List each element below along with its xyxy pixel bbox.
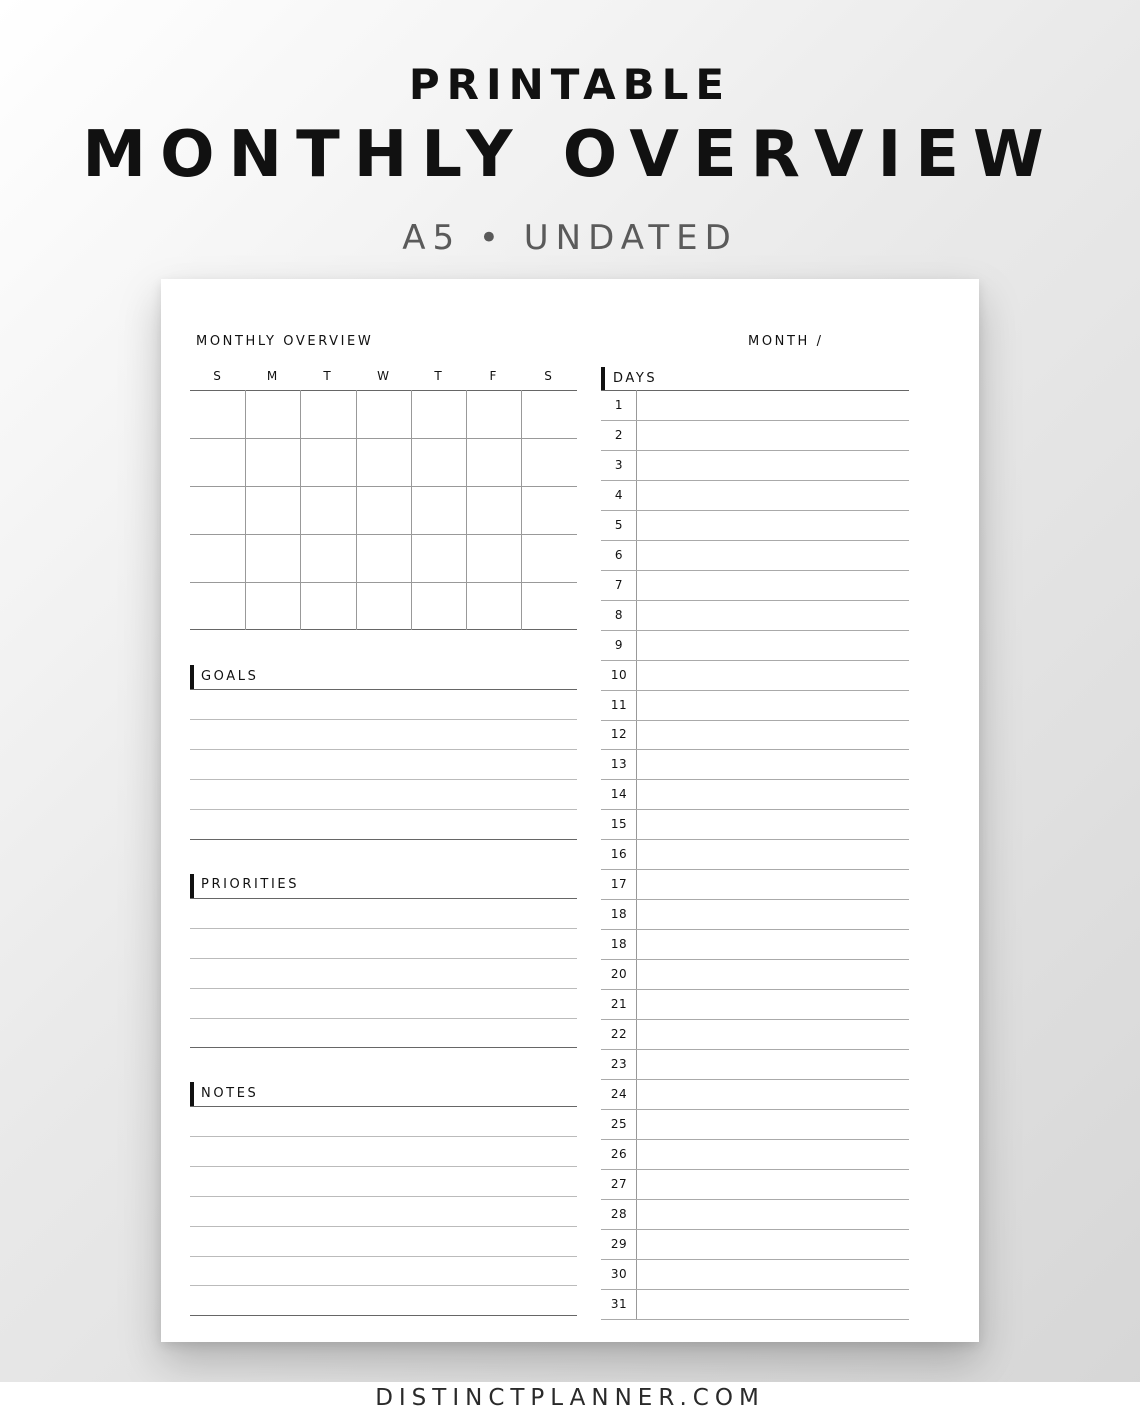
weekday-label: S: [213, 369, 222, 383]
header-title: MONTHLY OVERVIEW: [82, 118, 1058, 192]
day-number: 23: [610, 1056, 628, 1071]
day-row: [601, 1050, 909, 1080]
day-number: 8: [614, 607, 624, 622]
day-number: 5: [614, 517, 624, 532]
day-number: 30: [610, 1266, 628, 1281]
day-row: [601, 511, 909, 541]
day-row: [601, 451, 909, 481]
goals-line: [190, 839, 577, 840]
sheet-title: MONTHLY OVERVIEW: [196, 334, 374, 349]
day-row: [601, 1260, 909, 1290]
goals-line: [190, 749, 577, 750]
header-kicker: PRINTABLE: [408, 60, 732, 109]
priorities-line: [190, 928, 577, 929]
day-row: [601, 870, 909, 900]
days-list: [601, 367, 909, 1319]
day-number: 9: [614, 637, 624, 652]
day-row: [601, 780, 909, 810]
grid-line: [190, 629, 577, 630]
day-row: [601, 391, 909, 421]
grid-line: [190, 486, 577, 487]
goals-line: [190, 719, 577, 720]
priorities-marker: [190, 874, 194, 898]
day-row: [601, 1200, 909, 1230]
day-number: 21: [610, 997, 628, 1011]
day-number: 31: [610, 1296, 628, 1311]
grid-line: [521, 390, 522, 630]
priorities-line: [190, 1047, 577, 1048]
day-number: 17: [610, 877, 628, 892]
grid-line: [300, 390, 301, 630]
day-number: 22: [610, 1026, 628, 1041]
day-row: [601, 1140, 909, 1170]
grid-line: [466, 390, 467, 630]
day-row: [601, 900, 909, 930]
day-row: [601, 990, 909, 1020]
day-row: [601, 421, 909, 451]
notes-heading: NOTES: [201, 1086, 259, 1101]
priorities-line: [190, 898, 577, 899]
day-number: 24: [610, 1086, 628, 1101]
day-row: [601, 1170, 909, 1200]
weekday-label: S: [544, 369, 553, 383]
day-row: [601, 571, 909, 601]
grid-line: [190, 534, 577, 535]
notes-line: [190, 1226, 577, 1227]
goals-heading: GOALS: [201, 669, 259, 684]
day-row: [601, 601, 909, 631]
grid-line: [245, 390, 246, 630]
day-row: [601, 960, 909, 990]
notes-line: [190, 1166, 577, 1167]
days-heading: DAYS: [613, 371, 658, 386]
day-row: [601, 541, 909, 571]
notes-line: [190, 1256, 577, 1257]
grid-line: [356, 390, 357, 630]
goals-line: [190, 779, 577, 780]
day-number: 26: [610, 1146, 628, 1161]
grid-line: [190, 582, 577, 583]
day-number: 16: [610, 847, 628, 862]
day-number: 14: [610, 787, 628, 802]
weekday-label: F: [489, 369, 498, 383]
weekday-label: T: [434, 369, 443, 383]
day-number: 27: [610, 1176, 628, 1191]
month-label: MONTH /: [748, 334, 824, 349]
day-row: [601, 1020, 909, 1050]
days-marker: [601, 367, 605, 391]
day-row: [601, 840, 909, 870]
day-number: 25: [610, 1116, 628, 1131]
day-row: [601, 481, 909, 511]
priorities-line: [190, 988, 577, 989]
notes-line: [190, 1136, 577, 1137]
priorities-heading: PRIORITIES: [201, 877, 300, 892]
day-row: [601, 1290, 909, 1320]
day-number: 18: [610, 907, 628, 922]
notes-line: [190, 1315, 577, 1316]
day-number: 2: [614, 427, 624, 442]
priorities-line: [190, 958, 577, 959]
day-number: 12: [610, 727, 628, 742]
weekday-label: M: [266, 369, 279, 383]
footer-url: DISTINCTPLANNER.COM: [375, 1385, 765, 1411]
day-number: 29: [610, 1236, 628, 1251]
day-row: [601, 1110, 909, 1140]
grid-line: [190, 390, 577, 391]
day-row: [601, 1230, 909, 1260]
goals-line: [190, 689, 577, 690]
priorities-line: [190, 1018, 577, 1019]
day-number: 11: [610, 697, 628, 712]
notes-line: [190, 1196, 577, 1197]
day-number: 1: [614, 398, 624, 412]
day-row: [601, 720, 909, 750]
notes-line: [190, 1285, 577, 1286]
day-row: [601, 631, 909, 661]
grid-line: [411, 390, 412, 630]
day-number: 6: [614, 547, 624, 562]
notes-line: [190, 1106, 577, 1107]
header-subtitle: A5 • UNDATED: [402, 218, 738, 258]
notes-marker: [190, 1082, 194, 1106]
weekday-label: W: [377, 369, 390, 383]
day-row: [601, 661, 909, 691]
day-number: 7: [614, 577, 624, 592]
day-row: [601, 810, 909, 840]
planner-sheet: [161, 279, 979, 1342]
day-row: [601, 930, 909, 960]
day-number: 13: [610, 757, 628, 772]
day-row: [601, 750, 909, 780]
weekday-header: [190, 369, 577, 385]
day-number: 18: [610, 937, 628, 952]
day-row: [601, 1080, 909, 1110]
day-number: 4: [614, 487, 624, 502]
day-number: 3: [614, 457, 624, 472]
day-number: 10: [610, 667, 628, 682]
goals-marker: [190, 665, 194, 689]
calendar-grid: [190, 390, 577, 630]
grid-line: [190, 438, 577, 439]
day-number: 28: [610, 1206, 628, 1221]
day-number: 15: [610, 817, 628, 832]
goals-line: [190, 809, 577, 810]
day-number: 20: [610, 967, 628, 982]
weekday-label: T: [323, 369, 332, 383]
day-row: [601, 691, 909, 721]
